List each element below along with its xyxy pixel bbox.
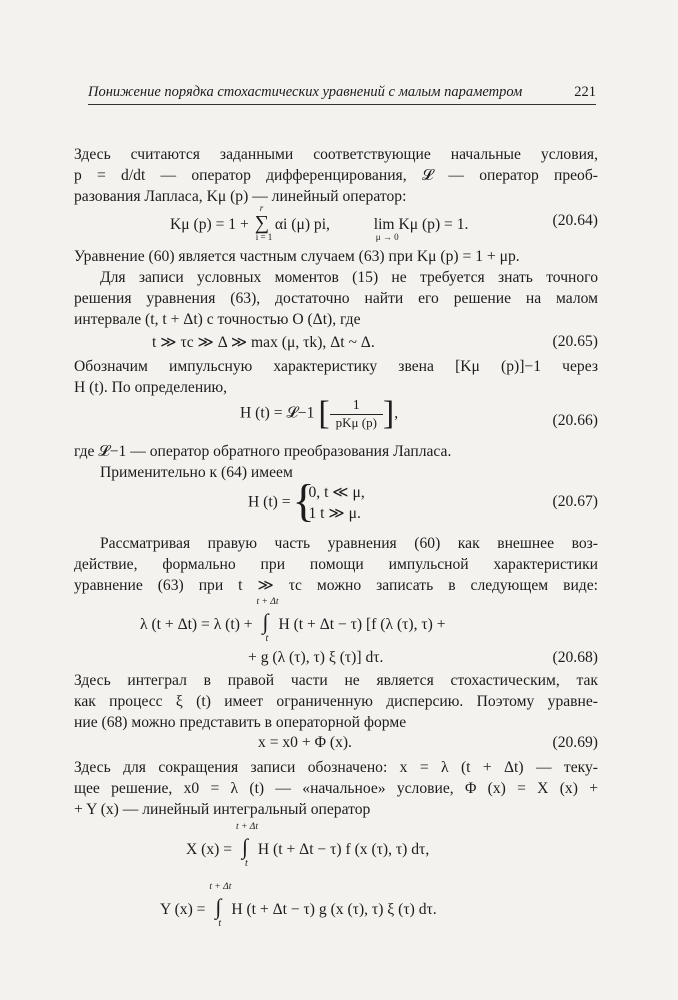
text-line: щее решение, x0 = λ (t) — «начальное» условие, Φ (x) = X (x) + bbox=[74, 780, 598, 797]
integrand: H (t + Δt − τ) f (x (τ), τ) dτ, bbox=[257, 841, 430, 858]
limit-rhs: Kμ (p) = 1. bbox=[398, 216, 469, 233]
text-line: Здесь считаются заданными соответствующие начальные условия, bbox=[74, 146, 598, 163]
text-line: Для записи условных моментов (15) не требуется знать точного bbox=[100, 269, 598, 286]
cases bbox=[292, 475, 365, 526]
text-line: ние (68) можно представить в операторной форме bbox=[74, 714, 407, 731]
equation-number: (20.69) bbox=[552, 734, 598, 751]
text-line: Обозначим импульсную характеристику звена [Kμ (p)]−1 через bbox=[74, 358, 598, 375]
case-row: 1 t ≫ μ. bbox=[308, 505, 361, 522]
equation-lhs: λ (t + Δt) = λ (t) + bbox=[140, 616, 253, 633]
integral-sign: ∫ t + Δt t bbox=[256, 597, 279, 644]
integral-sign: ∫ t + Δt t bbox=[209, 882, 232, 929]
text-line: где 𝓛−1 — оператор обратного преобразования Лапласа. bbox=[74, 443, 452, 460]
equation-lhs: Kμ (p) = 1 + bbox=[170, 216, 253, 233]
integral-upper-limit: t + Δt bbox=[256, 597, 279, 607]
sum-lower-limit: i = 1 bbox=[255, 232, 273, 242]
equation-lhs: H (t) = bbox=[248, 493, 291, 511]
integrand: H (t + Δt − τ) [f (λ (τ), τ) + bbox=[278, 616, 446, 633]
text-line: уравнение (63) при t ≫ τc можно записать в следующем виде: bbox=[74, 577, 598, 594]
equation-continuation: + g (λ (τ), τ) ξ (τ)] dτ. bbox=[248, 649, 384, 666]
fraction-denominator: pKμ (p) bbox=[335, 414, 377, 430]
text-line: Здесь для сокращения записи обозначено: x = λ (t + Δt) — теку- bbox=[74, 759, 598, 776]
lim-word: lim bbox=[373, 216, 395, 233]
text-line: интервале (t, t + Δt) с точностью O (Δt), где bbox=[74, 311, 361, 328]
text-line: действие, формально при помощи импульсной характеристики bbox=[74, 556, 598, 573]
equation-body bbox=[160, 882, 437, 929]
equation-lhs: Y (x) = bbox=[160, 901, 206, 918]
equation-body: t ≫ τc ≫ Δ ≫ max (μ, τk), Δt ~ Δ. bbox=[152, 334, 375, 351]
integral-lower-limit: t bbox=[265, 633, 269, 644]
page-number: 221 bbox=[574, 84, 596, 100]
equation-lhs: X (x) = bbox=[186, 841, 233, 858]
equation-body bbox=[248, 475, 365, 526]
limit bbox=[373, 216, 399, 242]
text-line: Уравнение (60) является частным случаем (63) при Kμ (p) = 1 + μp. bbox=[74, 248, 520, 265]
equation-number: (20.67) bbox=[552, 493, 598, 510]
text-line: Применительно к (64) имеем bbox=[100, 464, 293, 481]
text-line: разования Лапласа, Kμ (p) — линейный оператор: bbox=[74, 188, 407, 205]
equation-number: (20.65) bbox=[552, 333, 598, 350]
running-header bbox=[88, 84, 596, 105]
equation-body bbox=[170, 203, 469, 242]
lim-subscript: μ → 0 bbox=[375, 232, 399, 242]
fraction bbox=[330, 398, 383, 431]
equation-body: x = x0 + Φ (x). bbox=[258, 734, 352, 751]
integral-upper-limit: t + Δt bbox=[235, 822, 258, 832]
text-line: Рассматривая правую часть уравнения (60) как внешнее воз- bbox=[100, 535, 598, 552]
equation-body bbox=[240, 395, 398, 433]
equation-number: (20.68) bbox=[552, 649, 598, 666]
equation-number: (20.64) bbox=[552, 212, 598, 229]
equation-tail: , bbox=[394, 404, 399, 422]
text-line: + Y (x) — линейный интегральный оператор bbox=[74, 801, 371, 818]
sum-sign: ∑ r i = 1 bbox=[254, 203, 273, 242]
text-line: решения уравнения (63), достаточно найти его решение на малом bbox=[74, 290, 598, 307]
text-line: как процесс ξ (t) имеет ограниченную дисперсию. Поэтому уравне- bbox=[74, 693, 598, 710]
equation-number: (20.66) bbox=[552, 412, 598, 429]
left-bracket: [ bbox=[318, 395, 330, 432]
sum-upper-limit: r bbox=[259, 203, 264, 213]
equation-body bbox=[186, 822, 430, 869]
text-line: Здесь интеграл в правой части не является стохастическим, так bbox=[74, 672, 598, 689]
running-title: Понижение порядка стохастических уравнений с малым параметром bbox=[88, 84, 523, 100]
sum-term: αi (μ) pi, bbox=[274, 216, 330, 233]
right-bracket: ] bbox=[382, 395, 395, 432]
equation-body bbox=[140, 597, 446, 644]
text-line: H (t). По определению, bbox=[74, 379, 228, 396]
integral-lower-limit: t bbox=[244, 858, 248, 869]
case-row: 0, t ≪ μ, bbox=[308, 484, 365, 501]
left-brace: { bbox=[292, 475, 315, 526]
integrand: H (t + Δt − τ) g (x (τ), τ) ξ (τ) dτ. bbox=[231, 901, 437, 918]
text-line: p = d/dt — оператор дифференцирования, 𝓛 — оператор преоб- bbox=[74, 167, 598, 184]
integral-lower-limit: t bbox=[218, 918, 222, 929]
integral-upper-limit: t + Δt bbox=[209, 882, 232, 892]
fraction-numerator: 1 bbox=[330, 398, 383, 415]
equation-lhs: H (t) = 𝓛−1 bbox=[240, 404, 315, 422]
integral-sign: ∫ t + Δt t bbox=[235, 822, 258, 869]
